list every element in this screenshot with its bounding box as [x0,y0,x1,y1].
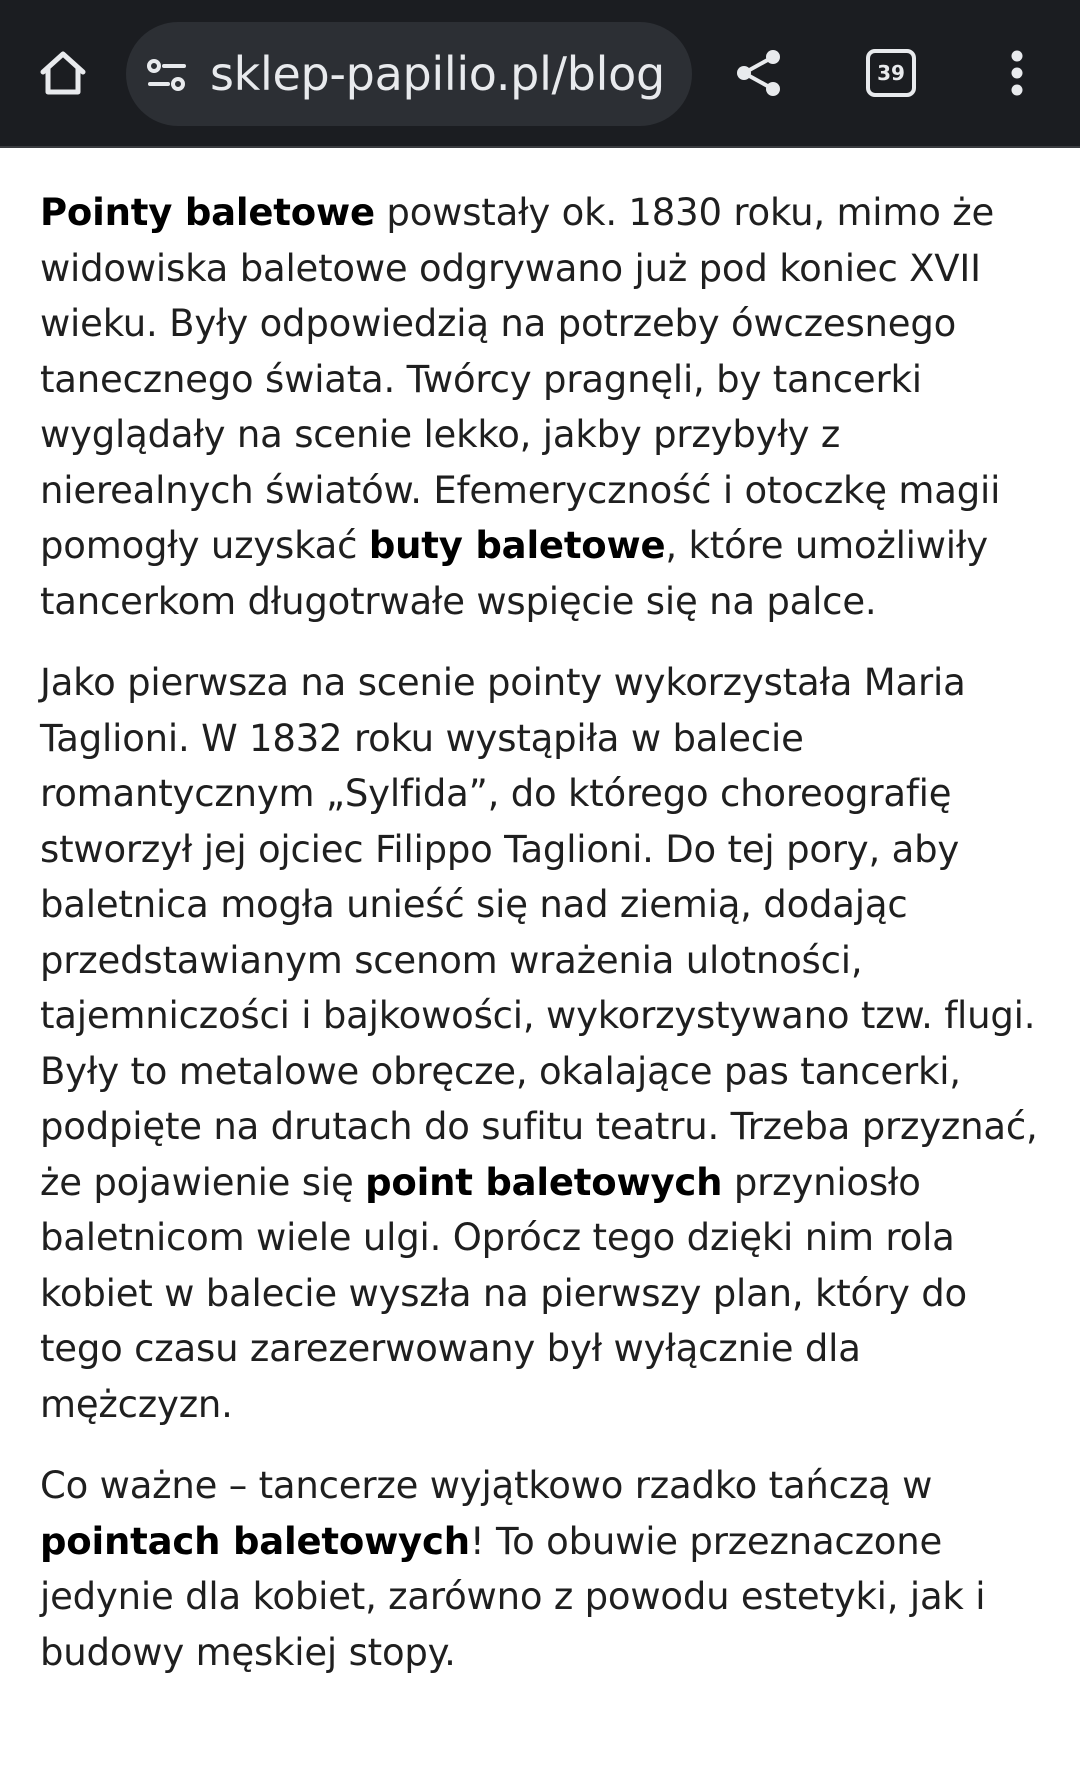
paragraph-2 [40,655,1052,1432]
paragraph-1 [40,185,1052,629]
text-run: , które umożliwiły tancerkom długotrwałe wspięcie się na palce. [40,524,988,623]
share-button[interactable] [726,40,792,106]
browser-toolbar [0,0,1080,148]
paragraph-3 [40,1458,1052,1680]
bold-phrase: pointach baletowych [40,1519,470,1563]
text-run: Co ważne – tancerze wyjątkowo rzadko tańczą w [40,1464,933,1507]
share-icon [734,47,784,99]
tab-switcher-button[interactable] [858,40,924,106]
tune-icon [146,58,188,92]
url-text[interactable]: sklep-papilio.pl/blog [210,47,665,101]
menu-button[interactable] [984,40,1050,106]
site-settings-button[interactable] [144,52,190,98]
text-run: ! To obuwie przeznaczone jedynie dla kobiet, zarówno z powodu estetyki, jak i budowy męskiej stopy. [40,1519,986,1674]
bold-phrase: point baletowych [365,1160,723,1204]
home-button[interactable] [30,40,96,106]
tab-switcher-icon [866,49,916,97]
article-body [40,185,1052,1706]
bold-phrase: Pointy baletowe [40,191,375,234]
home-icon [37,48,89,98]
text-run: Jako pierwsza na scenie pointy wykorzystała Maria Taglioni. W 1832 roku wystąpiła w balecie romantycznym „Sylfida”, do którego choreografię stworzył jej ojciec Filippo Taglioni. Do tej pory, aby baletnica mogła unieść się nad ziemią, dodając przedstawianym scenom wrażenia ulotności, tajemniczości i bajkowości, wykorzystywano tzw. flugi. Były to metalowe obręcze, okalające pas tancerki, podpięte na drutach do sufitu teatru. Trzeba przyznać, że pojawienie się [40,661,1038,1204]
bold-phrase: buty baletowe [368,524,666,567]
tab-count: 39 [877,61,905,85]
text-run: przyniosło baletnicom wiele ulgi. Oprócz tego dzięki nim rola kobiet w balecie wyszła na pierwszy plan, który do tego czasu zarezerwowany był wyłącznie dla mężczyzn. [40,1160,967,1426]
text-run: powstały ok. 1830 roku, mimo że widowiska baletowe odgrywano już pod koniec XVII wieku. Były odpowiedzią na potrzeby ówczesnego tanecznego świata. Twórcy pragnęli, by tancerki wyglądały na scenie lekko, jakby przybyły z nierealnych światów. Efemeryczność i otoczkę magii pomogły uzyskać [40,191,1001,567]
more-vert-icon [1010,50,1024,96]
address-bar[interactable] [126,22,692,126]
